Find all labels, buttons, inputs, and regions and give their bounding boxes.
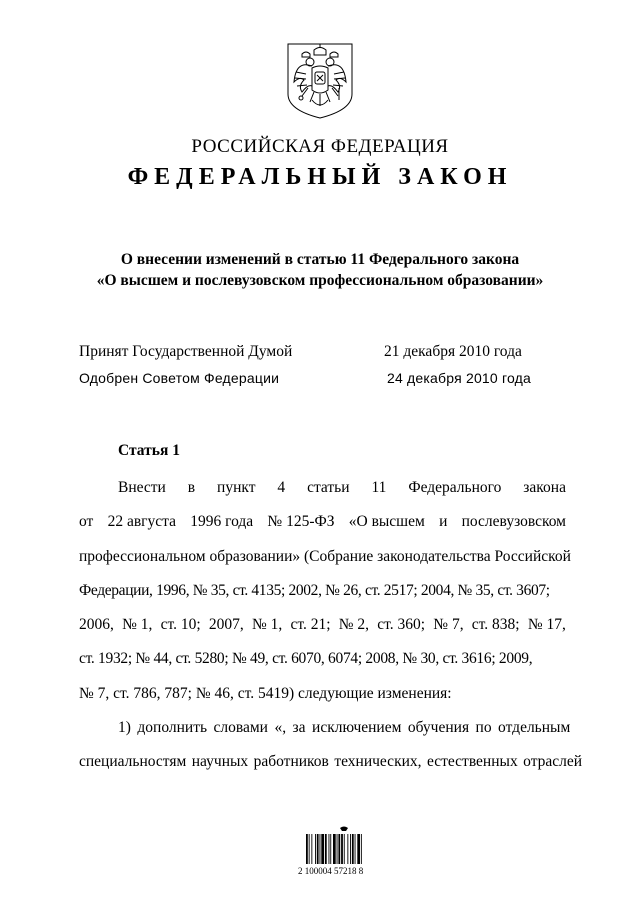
council-approval-date: 24 декабря 2010 года [387, 370, 532, 386]
word: 1996 года [190, 513, 254, 531]
word: № 1, [122, 616, 153, 634]
word: закона [523, 479, 566, 496]
body-line [79, 615, 566, 649]
word: 2007, [208, 616, 244, 634]
body-line [79, 478, 566, 512]
barcode-bar [338, 834, 340, 864]
barcode-bar [361, 834, 362, 864]
word: ст. 838; [471, 616, 520, 634]
barcode-bar [329, 834, 330, 864]
barcode-bar [306, 834, 308, 864]
word: и [439, 513, 448, 531]
body-line [79, 547, 571, 581]
line-text: 1) дополнить словами «, за исключением обучения по отдельным [118, 719, 571, 737]
word: Внести [118, 479, 166, 496]
barcode-bar [315, 834, 316, 864]
line-text: специальностям научных работников технических, естественных отраслей [79, 753, 583, 771]
duma-adoption-date: 21 декабря 2010 года [384, 343, 522, 360]
body-line [79, 752, 583, 786]
body-line [79, 684, 566, 718]
word: Федерального [408, 479, 502, 496]
word: пункт [217, 479, 256, 496]
law-title [0, 249, 640, 291]
barcode-bar [357, 834, 360, 864]
document-type: ФЕДЕРАЛЬНЫЙ ЗАКОН [127, 164, 513, 190]
word: № 125-ФЗ [267, 513, 335, 531]
barcode-logo-icon [340, 827, 348, 832]
barcode-bar [309, 834, 310, 864]
word: в [187, 479, 196, 496]
barcode-bar [320, 834, 321, 864]
word: № 2, [338, 616, 370, 634]
barcode-bar [352, 834, 354, 864]
word: ст. 360; [377, 616, 426, 634]
barcode-number: 2 100004 57218 8 [298, 866, 364, 876]
barcode [302, 826, 392, 886]
barcode-bar [341, 834, 343, 864]
barcode-bar [317, 834, 319, 864]
word: 2006, [79, 616, 114, 634]
barcode-bar [311, 834, 312, 864]
council-approval-label: Одобрен Советом Федерации [79, 370, 280, 386]
barcode-bar [355, 834, 356, 864]
line-text: № 7, ст. 786, 787; № 46, ст. 5419) следующие изменения: [79, 684, 452, 702]
word: послевузовском [461, 513, 566, 531]
word: статьи [307, 479, 350, 496]
word: № 7, [433, 616, 464, 634]
barcode-bar [321, 834, 324, 864]
barcode-bar [350, 834, 351, 864]
duma-adoption-label: Принят Государственной Думой [79, 343, 293, 360]
word: ст. 10; [160, 616, 201, 634]
body-line [79, 581, 566, 615]
line-text: ст. 1932; № 44, ст. 5280; № 49, ст. 6070, 6074; 2008, № 30, ст. 3616; 2009, [79, 650, 533, 668]
barcode-bar [344, 834, 345, 864]
coat-of-arms-emblem [282, 42, 358, 120]
barcode-bars [306, 834, 362, 864]
word: 4 [277, 479, 286, 496]
barcode-bar [330, 834, 331, 864]
barcode-bar [347, 834, 348, 864]
word: № 1, [251, 616, 283, 634]
article-heading: Статья 1 [118, 442, 180, 459]
barcode-bar [337, 834, 338, 864]
word: ст. 21; [290, 616, 331, 634]
word: 11 [371, 479, 387, 496]
law-title-line: О внесении изменений в статью 11 Федерального закона [120, 251, 520, 268]
body-line [79, 649, 566, 683]
line-text: профессиональном образовании» (Собрание законодательства Российской [79, 547, 571, 565]
body-line [79, 512, 566, 546]
word: «О высшем [348, 513, 425, 531]
barcode-bar [333, 834, 336, 864]
line-text: Федерации, 1996, № 35, ст. 4135; 2002, № 26, ст. 2517; 2004, № 35, ст. 3607; [79, 581, 550, 599]
body-line [79, 718, 571, 752]
word: 22 августа [107, 513, 176, 531]
article-body [79, 478, 583, 787]
law-title-line: «О высшем и послевузовском профессиональном образовании» [96, 272, 544, 289]
barcode-bar [325, 834, 327, 864]
word: от [79, 513, 94, 531]
word: № 17, [527, 616, 566, 634]
country-name: РОССИЙСКАЯ ФЕДЕРАЦИЯ [191, 136, 449, 157]
